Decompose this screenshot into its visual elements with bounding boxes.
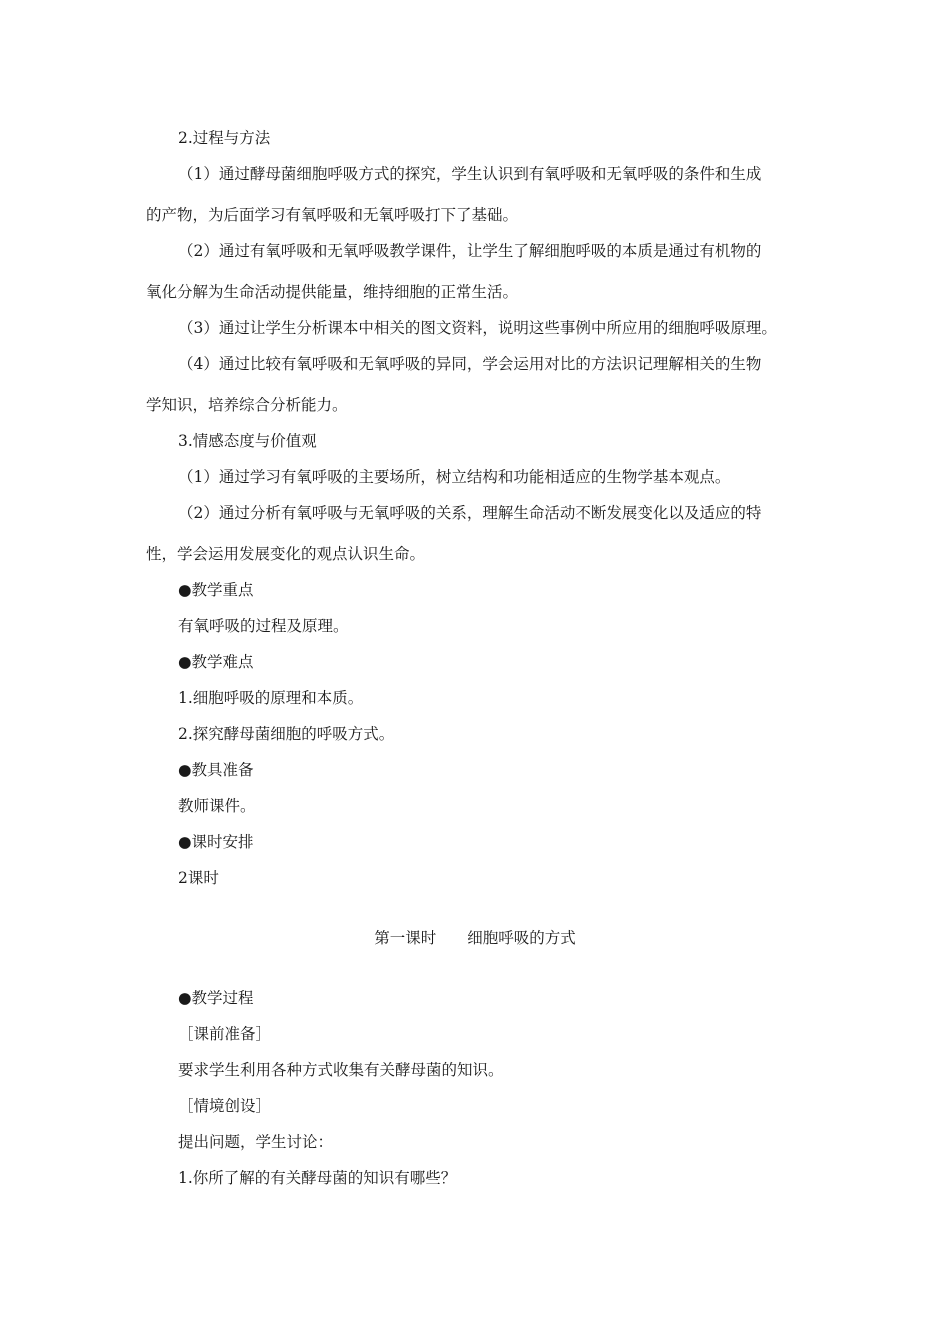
heading-teaching-process: ●教学过程 bbox=[178, 989, 254, 1007]
heading-key-points: ●教学重点 bbox=[178, 581, 254, 599]
heading-difficulties: ●教学难点 bbox=[178, 653, 254, 671]
section-heading-process-methods: 2.过程与方法 bbox=[178, 129, 271, 147]
paragraph-attitude-2-cont: 性，学会运用发展变化的观点认识生命。 bbox=[146, 545, 426, 563]
paragraph-attitude-1: （1）通过学习有氧呼吸的主要场所，树立结构和功能相适应的生物学基本观点。 bbox=[178, 468, 731, 486]
paragraph-process-1-cont: 的产物，为后面学习有氧呼吸和无氧呼吸打下了基础。 bbox=[146, 206, 519, 224]
lesson-title: 第一课时 细胞呼吸的方式 bbox=[374, 929, 576, 947]
text-key-points: 有氧呼吸的过程及原理。 bbox=[178, 617, 349, 635]
text-question-1: 1.你所了解的有关酵母菌的知识有哪些？ bbox=[178, 1169, 457, 1187]
label-scenario: ［情境创设］ bbox=[178, 1097, 272, 1115]
label-pre-class-prep: ［课前准备］ bbox=[178, 1025, 272, 1043]
text-pre-class-prep: 要求学生利用各种方式收集有关酵母菌的知识。 bbox=[178, 1061, 504, 1079]
paragraph-process-4-cont: 学知识，培养综合分析能力。 bbox=[146, 396, 348, 414]
paragraph-attitude-2: （2）通过分析有氧呼吸与无氧呼吸的关系，理解生命活动不断发展变化以及适应的特 bbox=[178, 504, 762, 522]
heading-schedule: ●课时安排 bbox=[178, 833, 254, 851]
text-schedule: 2课时 bbox=[178, 869, 219, 887]
paragraph-process-4: （4）通过比较有氧呼吸和无氧呼吸的异同，学会运用对比的方法识记理解相关的生物 bbox=[178, 355, 762, 373]
section-heading-attitude: 3.情感态度与价值观 bbox=[178, 432, 317, 450]
paragraph-process-1: （1）通过酵母菌细胞呼吸方式的探究，学生认识到有氧呼吸和无氧呼吸的条件和生成 bbox=[178, 165, 762, 183]
text-scenario: 提出问题，学生讨论： bbox=[178, 1133, 334, 1151]
text-materials: 教师课件。 bbox=[178, 797, 256, 815]
paragraph-process-2-cont: 氧化分解为生命活动提供能量，维持细胞的正常生活。 bbox=[146, 283, 519, 301]
text-difficulty-1: 1.细胞呼吸的原理和本质。 bbox=[178, 689, 364, 707]
paragraph-process-2: （2）通过有氧呼吸和无氧呼吸教学课件，让学生了解细胞呼吸的本质是通过有机物的 bbox=[178, 242, 762, 260]
text-difficulty-2: 2.探究酵母菌细胞的呼吸方式。 bbox=[178, 725, 395, 743]
paragraph-process-3: （3）通过让学生分析课本中相关的图文资料，说明这些事例中所应用的细胞呼吸原理。 bbox=[178, 319, 777, 337]
heading-materials: ●教具准备 bbox=[178, 761, 254, 779]
